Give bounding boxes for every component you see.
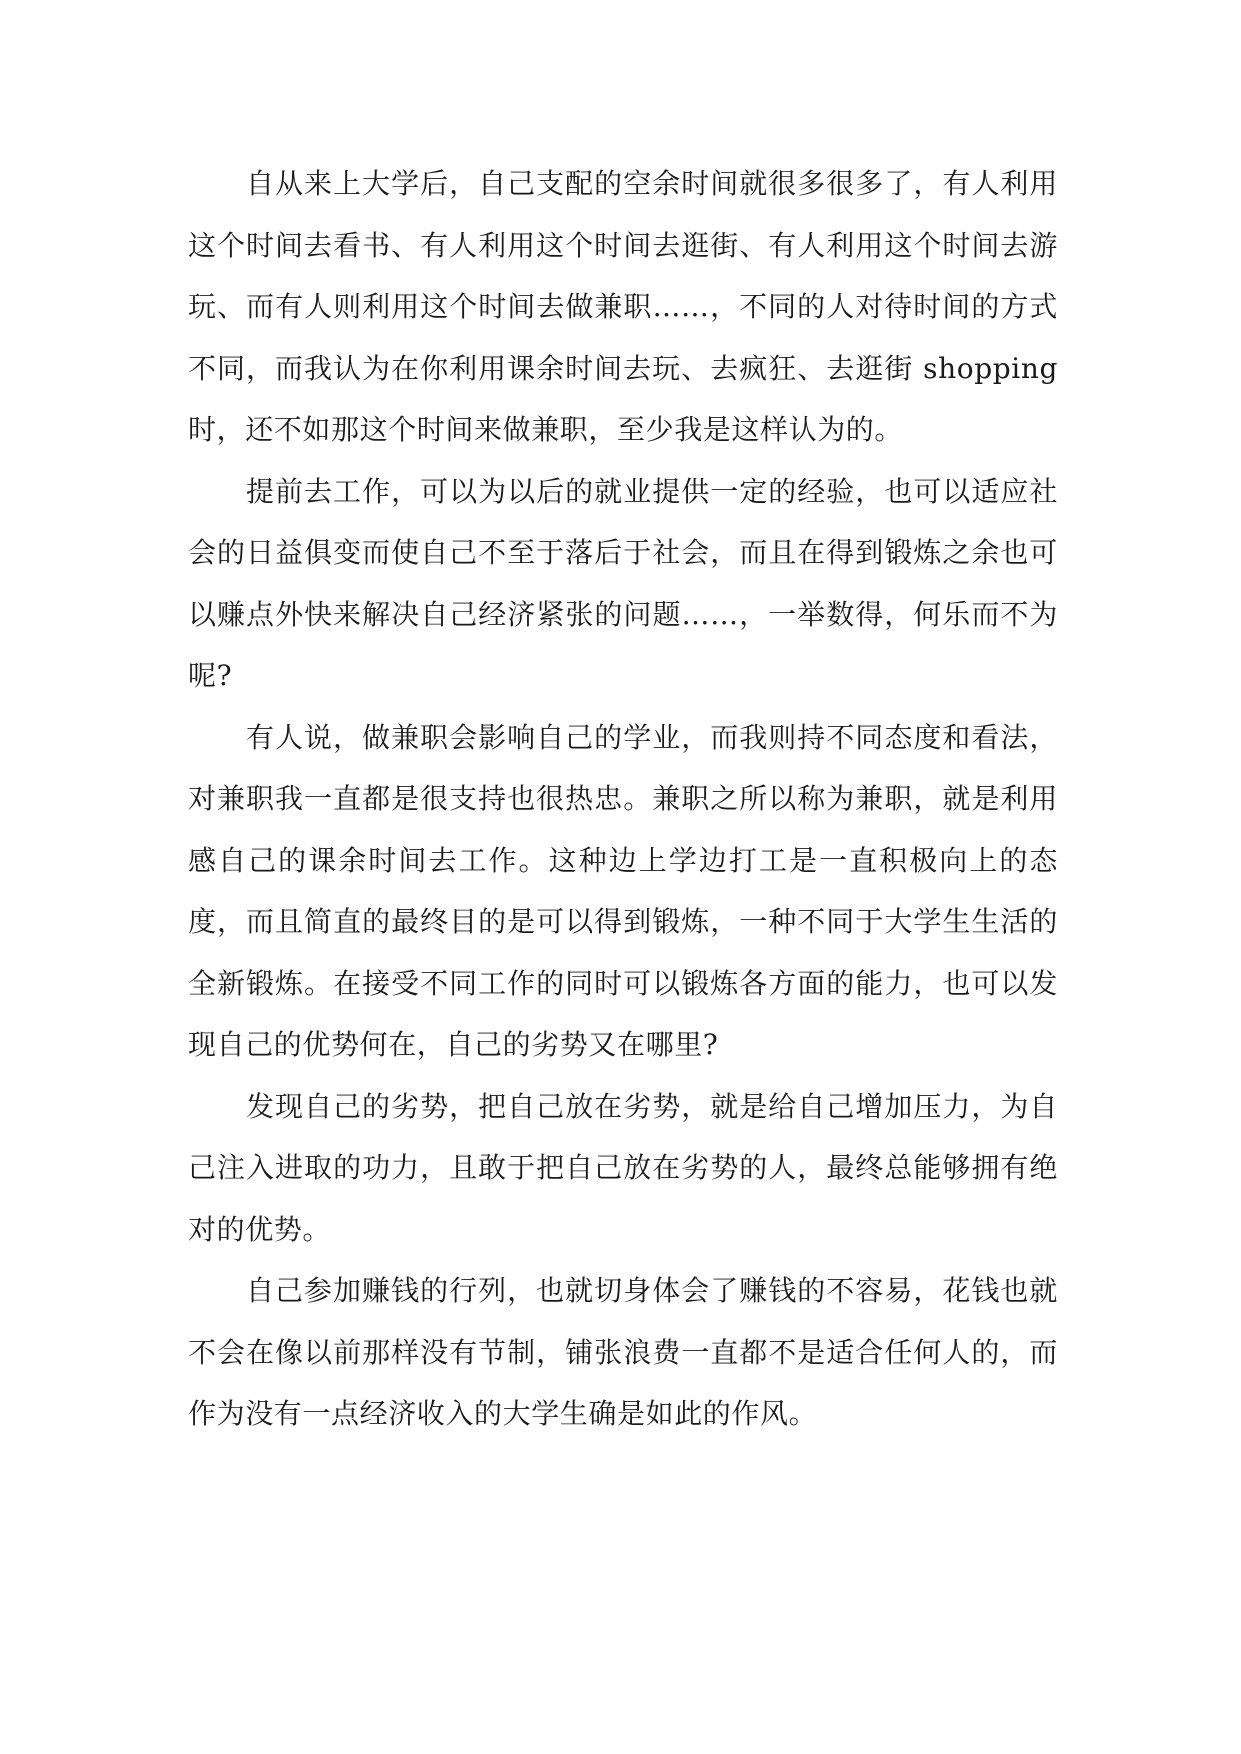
document-body — [188, 153, 1058, 1445]
paragraph-1: 自从来上大学后，自己支配的空余时间就很多很多了，有人利用这个时间去看书、有人利用这个时间去逛街、有人利用这个时间去游玩、而有人则利用这个时间去做兼职……，不同的人对待时间的方式不同，而我认为在你利用课余时间去玩、去疯狂、去逛街 shopping 时，还不如那这个时间来做兼职，至少我是这样认为的。 — [188, 167, 1058, 446]
paragraph-5: 自己参加赚钱的行列，也就切身体会了赚钱的不容易，花钱也就不会在像以前那样没有节制，铺张浪费一直都不是适合任何人的，而作为没有一点经济收入的大学生确是如此的作风。 — [188, 1274, 1058, 1430]
paragraph-4: 发现自己的劣势，把自己放在劣势，就是给自己增加压力，为自己注入进取的功力，且敢于把自己放在劣势的人，最终总能够拥有绝对的优势。 — [188, 1089, 1058, 1246]
paragraph-2: 提前去工作，可以为以后的就业提供一定的经验，也可以适应社会的日益俱变而使自己不至于落后于社会，而且在得到锻炼之余也可以赚点外快来解决自己经济紧张的问题……，一举数得，何乐而不为呢? — [188, 474, 1058, 692]
paragraph-3: 有人说，做兼职会影响自己的学业，而我则持不同态度和看法，对兼职我一直都是很支持也很热忠。兼职之所以称为兼职，就是利用感自己的课余时间去工作。这种边上学边打工是一直积极向上的态度，而且简直的最终目的是可以得到锻炼，一种不同于大学生生活的全新锻炼。在接受不同工作的同时可以锻炼各方面的能力，也可以发现自己的优势何在，自己的劣势又在哪里? — [188, 720, 1058, 1061]
